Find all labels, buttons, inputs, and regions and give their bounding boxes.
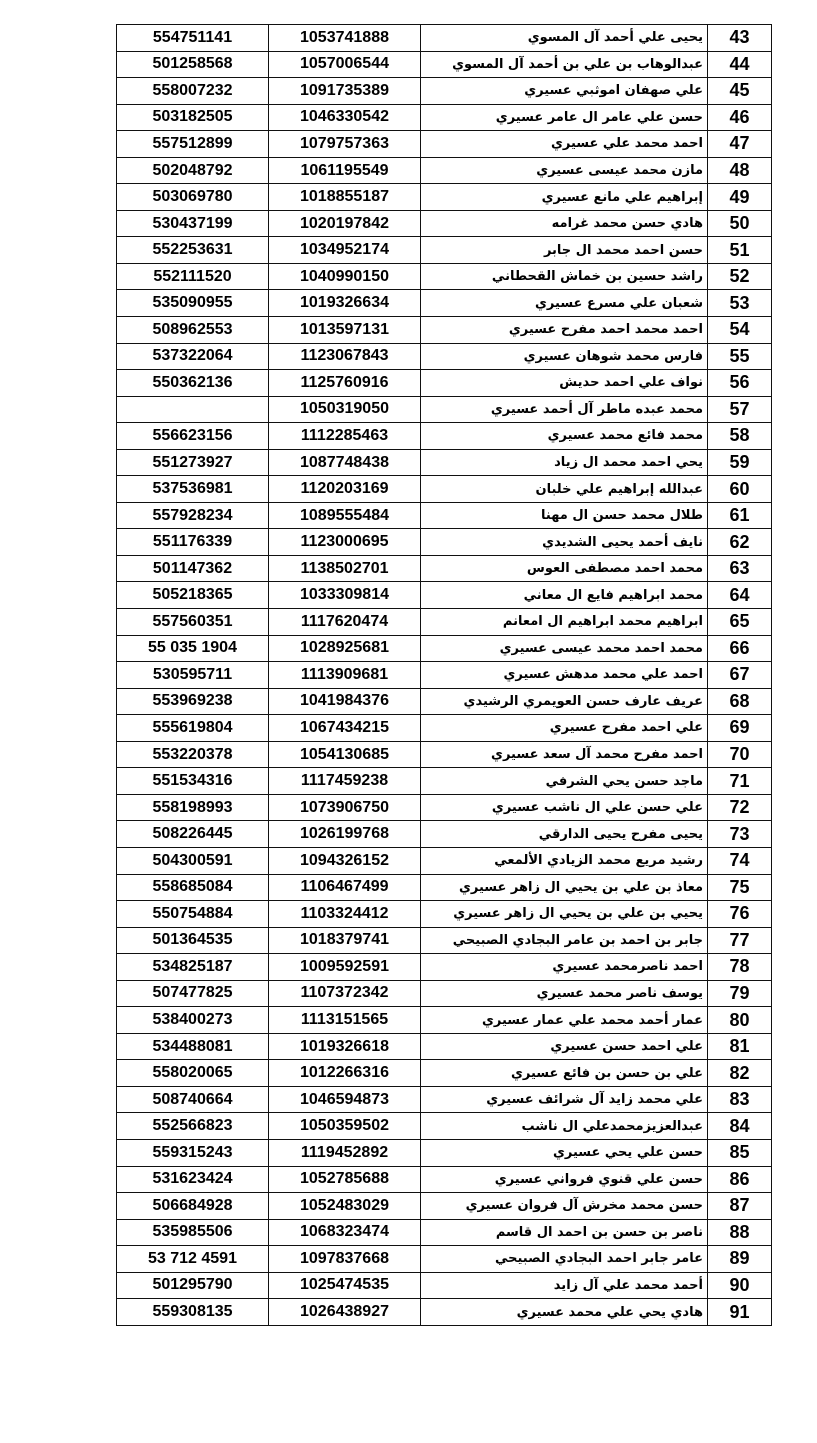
table-row [117,1166,772,1193]
row-number-cell: 62 [708,529,772,556]
id-number-cell: 1052483029 [269,1193,421,1220]
table-row [117,476,772,503]
table-row [117,157,772,184]
id-number-cell: 1120203169 [269,476,421,503]
row-number-cell: 47 [708,131,772,158]
row-number-cell: 64 [708,582,772,609]
id-number-cell: 1026199768 [269,821,421,848]
row-number-cell: 70 [708,741,772,768]
table-row [117,529,772,556]
name-cell: أحمد محمد علي آل زايد [421,1272,708,1299]
name-cell: عامر جابر احمد البجادي الصبيحي [421,1246,708,1273]
id-number-cell: 1097837668 [269,1246,421,1273]
row-number-cell: 74 [708,847,772,874]
id-number-cell: 1040990150 [269,263,421,290]
table-row [117,78,772,105]
table-row [117,1060,772,1087]
phone-cell: 558198993 [117,794,269,821]
name-cell: نايف أحمد يحيى الشديدي [421,529,708,556]
table-row [117,1007,772,1034]
name-cell: عبدالوهاب بن علي بن أحمد آل المسوي [421,51,708,78]
row-number-cell: 77 [708,927,772,954]
table-row [117,1139,772,1166]
id-number-cell: 1067434215 [269,715,421,742]
phone-cell: 552253631 [117,237,269,264]
table-row [117,396,772,423]
id-number-cell: 1018855187 [269,184,421,211]
table-row [117,662,772,689]
table-row [117,237,772,264]
name-cell: عريف عارف حسن العويمري الرشيدي [421,688,708,715]
table-row [117,609,772,636]
name-cell: محمد احمد محمد عيسى عسيري [421,635,708,662]
id-number-cell: 1041984376 [269,688,421,715]
table-row [117,688,772,715]
table-row [117,582,772,609]
table-row [117,317,772,344]
row-number-cell: 73 [708,821,772,848]
phone-cell: 553220378 [117,741,269,768]
phone-cell: 551176339 [117,529,269,556]
row-number-cell: 71 [708,768,772,795]
row-number-cell: 55 [708,343,772,370]
row-number-cell: 65 [708,609,772,636]
id-number-cell: 1068323474 [269,1219,421,1246]
row-number-cell: 54 [708,317,772,344]
row-number-cell: 79 [708,980,772,1007]
name-cell: ابراهيم محمد ابراهيم ال امعانم [421,609,708,636]
name-cell: يوسف ناصر محمد عسيري [421,980,708,1007]
id-number-cell: 1028925681 [269,635,421,662]
table-row [117,51,772,78]
table-row [117,1193,772,1220]
table-row [117,874,772,901]
table-row [117,1272,772,1299]
name-cell: فارس محمد شوهان عسيري [421,343,708,370]
name-cell: مازن محمد عيسى عسيري [421,157,708,184]
table-row [117,1219,772,1246]
id-number-cell: 1019326634 [269,290,421,317]
id-number-cell: 1054130685 [269,741,421,768]
row-number-cell: 90 [708,1272,772,1299]
id-number-cell: 1103324412 [269,901,421,928]
id-number-cell: 1094326152 [269,847,421,874]
id-number-cell: 1053741888 [269,25,421,52]
row-number-cell: 45 [708,78,772,105]
phone-cell: 530437199 [117,210,269,237]
phone-cell: 556623156 [117,423,269,450]
name-cell: علي محمد زايد آل شرائف عسيري [421,1086,708,1113]
id-number-cell: 1117620474 [269,609,421,636]
row-number-cell: 75 [708,874,772,901]
name-cell: طلال محمد حسن ال مهنا [421,502,708,529]
id-number-cell: 1050359502 [269,1113,421,1140]
row-number-cell: 43 [708,25,772,52]
name-cell: راشد حسين بن خماش القحطاني [421,263,708,290]
phone-cell: 554751141 [117,25,269,52]
phone-cell: 503182505 [117,104,269,131]
name-cell: يحيي بن علي بن يحيي ال زاهر عسيري [421,901,708,928]
phone-cell: 552566823 [117,1113,269,1140]
id-number-cell: 1034952174 [269,237,421,264]
row-number-cell: 44 [708,51,772,78]
phone-cell: 558007232 [117,78,269,105]
table-row [117,423,772,450]
table-row [117,715,772,742]
table-row [117,290,772,317]
name-cell: حسن علي قنوي فرواني عسيري [421,1166,708,1193]
row-number-cell: 86 [708,1166,772,1193]
id-number-cell: 1123000695 [269,529,421,556]
id-number-cell: 1018379741 [269,927,421,954]
table-row [117,343,772,370]
id-number-cell: 1119452892 [269,1139,421,1166]
table-row [117,768,772,795]
row-number-cell: 46 [708,104,772,131]
table-row [117,1113,772,1140]
phone-cell: 551273927 [117,449,269,476]
row-number-cell: 84 [708,1113,772,1140]
name-cell: احمد محمد علي عسيري [421,131,708,158]
phone-cell: 504300591 [117,847,269,874]
phone-cell: 551534316 [117,768,269,795]
name-cell: هادي يحي علي محمد عسيري [421,1299,708,1326]
row-number-cell: 87 [708,1193,772,1220]
phone-cell: 557928234 [117,502,269,529]
id-number-cell: 1020197842 [269,210,421,237]
row-number-cell: 59 [708,449,772,476]
row-number-cell: 89 [708,1246,772,1273]
phone-cell: 501258568 [117,51,269,78]
records-table-body [117,25,772,1326]
phone-cell: 501147362 [117,555,269,582]
table-row [117,1033,772,1060]
name-cell: عمار أحمد محمد علي عمار عسيري [421,1007,708,1034]
name-cell: ناصر بن حسن بن احمد ال قاسم [421,1219,708,1246]
name-cell: عبدالله إبراهيم علي خلبان [421,476,708,503]
table-row [117,927,772,954]
table-row [117,370,772,397]
phone-cell: 558685084 [117,874,269,901]
table-row [117,847,772,874]
phone-cell: 508962553 [117,317,269,344]
name-cell: يحيى مفرح يحيى الدارقي [421,821,708,848]
name-cell: رشيد مريع محمد الزيادي الألمعي [421,847,708,874]
name-cell: حسن احمد محمد ال جابر [421,237,708,264]
row-number-cell: 72 [708,794,772,821]
phone-cell [117,396,269,423]
phone-cell: 558020065 [117,1060,269,1087]
id-number-cell: 1079757363 [269,131,421,158]
id-number-cell: 1025474535 [269,1272,421,1299]
phone-cell: 531623424 [117,1166,269,1193]
id-number-cell: 1091735389 [269,78,421,105]
row-number-cell: 66 [708,635,772,662]
table-row [117,821,772,848]
phone-cell: 537536981 [117,476,269,503]
phone-cell: 530595711 [117,662,269,689]
name-cell: احمد مفرح محمد آل سعد عسيري [421,741,708,768]
id-number-cell: 1026438927 [269,1299,421,1326]
id-number-cell: 1013597131 [269,317,421,344]
phone-cell: 506684928 [117,1193,269,1220]
phone-cell: 557560351 [117,609,269,636]
table-row [117,184,772,211]
phone-cell: 538400273 [117,1007,269,1034]
table-row [117,794,772,821]
phone-cell: 550754884 [117,901,269,928]
name-cell: حسن علي يحي عسيري [421,1139,708,1166]
phone-cell: 503069780 [117,184,269,211]
row-number-cell: 61 [708,502,772,529]
table-row [117,210,772,237]
row-number-cell: 63 [708,555,772,582]
id-number-cell: 1138502701 [269,555,421,582]
row-number-cell: 82 [708,1060,772,1087]
phone-cell: 555619804 [117,715,269,742]
row-number-cell: 88 [708,1219,772,1246]
phone-cell: 53 712 4591 [117,1246,269,1273]
row-number-cell: 68 [708,688,772,715]
id-number-cell: 1123067843 [269,343,421,370]
row-number-cell: 80 [708,1007,772,1034]
name-cell: معاذ بن علي بن يحيي ال زاهر عسيري [421,874,708,901]
phone-cell: 505218365 [117,582,269,609]
phone-cell: 552111520 [117,263,269,290]
row-number-cell: 57 [708,396,772,423]
table-row [117,1086,772,1113]
name-cell: علي احمد حسن عسيري [421,1033,708,1060]
phone-cell: 553969238 [117,688,269,715]
id-number-cell: 1019326618 [269,1033,421,1060]
name-cell: شعبان علي مسرع عسيري [421,290,708,317]
phone-cell: 535090955 [117,290,269,317]
row-number-cell: 50 [708,210,772,237]
id-number-cell: 1073906750 [269,794,421,821]
name-cell: علي بن حسن بن فائع عسيري [421,1060,708,1087]
table-row [117,104,772,131]
id-number-cell: 1106467499 [269,874,421,901]
id-number-cell: 1009592591 [269,954,421,981]
phone-cell: 534488081 [117,1033,269,1060]
table-row [117,901,772,928]
table-row [117,555,772,582]
name-cell: يحي احمد محمد ال زياد [421,449,708,476]
row-number-cell: 49 [708,184,772,211]
row-number-cell: 69 [708,715,772,742]
phone-cell: 508226445 [117,821,269,848]
row-number-cell: 76 [708,901,772,928]
id-number-cell: 1046330542 [269,104,421,131]
phone-cell: 559308135 [117,1299,269,1326]
name-cell: إبراهيم علي مانع عسيري [421,184,708,211]
table-row [117,1246,772,1273]
table-row [117,954,772,981]
id-number-cell: 1113151565 [269,1007,421,1034]
phone-cell: 534825187 [117,954,269,981]
table-row [117,449,772,476]
id-number-cell: 1113909681 [269,662,421,689]
id-number-cell: 1125760916 [269,370,421,397]
name-cell: علي احمد مفرح عسيري [421,715,708,742]
name-cell: ماجد حسن يحي الشرفي [421,768,708,795]
phone-cell: 535985506 [117,1219,269,1246]
name-cell: يحيى علي أحمد آل المسوي [421,25,708,52]
name-cell: هادي حسن محمد غرامه [421,210,708,237]
row-number-cell: 78 [708,954,772,981]
name-cell: محمد فائع محمد عسيري [421,423,708,450]
name-cell: علي حسن علي ال ناشب عسيري [421,794,708,821]
id-number-cell: 1012266316 [269,1060,421,1087]
phone-cell: 557512899 [117,131,269,158]
row-number-cell: 85 [708,1139,772,1166]
name-cell: احمد محمد احمد مفرح عسيري [421,317,708,344]
id-number-cell: 1057006544 [269,51,421,78]
phone-cell: 502048792 [117,157,269,184]
row-number-cell: 51 [708,237,772,264]
name-cell: عبدالعزيزمحمدعلي ال ناشب [421,1113,708,1140]
table-row [117,502,772,529]
name-cell: حسن محمد مخرش آل فروان عسيري [421,1193,708,1220]
table-row [117,1299,772,1326]
id-number-cell: 1117459238 [269,768,421,795]
row-number-cell: 48 [708,157,772,184]
id-number-cell: 1087748438 [269,449,421,476]
id-number-cell: 1050319050 [269,396,421,423]
phone-cell: 559315243 [117,1139,269,1166]
row-number-cell: 67 [708,662,772,689]
table-row [117,635,772,662]
row-number-cell: 60 [708,476,772,503]
name-cell: علي صهفان اموثبي عسيري [421,78,708,105]
phone-cell: 537322064 [117,343,269,370]
id-number-cell: 1061195549 [269,157,421,184]
name-cell: جابر بن احمد بن عامر البجادي الصبيحي [421,927,708,954]
id-number-cell: 1033309814 [269,582,421,609]
phone-cell: 501364535 [117,927,269,954]
name-cell: حسن علي عامر ال عامر عسيري [421,104,708,131]
table-row [117,25,772,52]
name-cell: احمد ناصرمحمد عسيري [421,954,708,981]
table-row [117,741,772,768]
phone-cell: 501295790 [117,1272,269,1299]
row-number-cell: 83 [708,1086,772,1113]
name-cell: احمد علي محمد مدهش عسيري [421,662,708,689]
row-number-cell: 53 [708,290,772,317]
name-cell: محمد احمد مصطفى العوس [421,555,708,582]
table-row [117,263,772,290]
phone-cell: 55 035 1904 [117,635,269,662]
id-number-cell: 1112285463 [269,423,421,450]
row-number-cell: 58 [708,423,772,450]
row-number-cell: 81 [708,1033,772,1060]
row-number-cell: 56 [708,370,772,397]
phone-cell: 507477825 [117,980,269,1007]
table-row [117,980,772,1007]
row-number-cell: 52 [708,263,772,290]
row-number-cell: 91 [708,1299,772,1326]
id-number-cell: 1089555484 [269,502,421,529]
phone-cell: 508740664 [117,1086,269,1113]
phone-cell: 550362136 [117,370,269,397]
id-number-cell: 1107372342 [269,980,421,1007]
name-cell: محمد عبده ماطر آل أحمد عسيري [421,396,708,423]
id-number-cell: 1046594873 [269,1086,421,1113]
table-row [117,131,772,158]
name-cell: محمد ابراهيم فايع ال معاني [421,582,708,609]
name-cell: نواف علي احمد حديش [421,370,708,397]
records-table [116,24,772,1326]
id-number-cell: 1052785688 [269,1166,421,1193]
